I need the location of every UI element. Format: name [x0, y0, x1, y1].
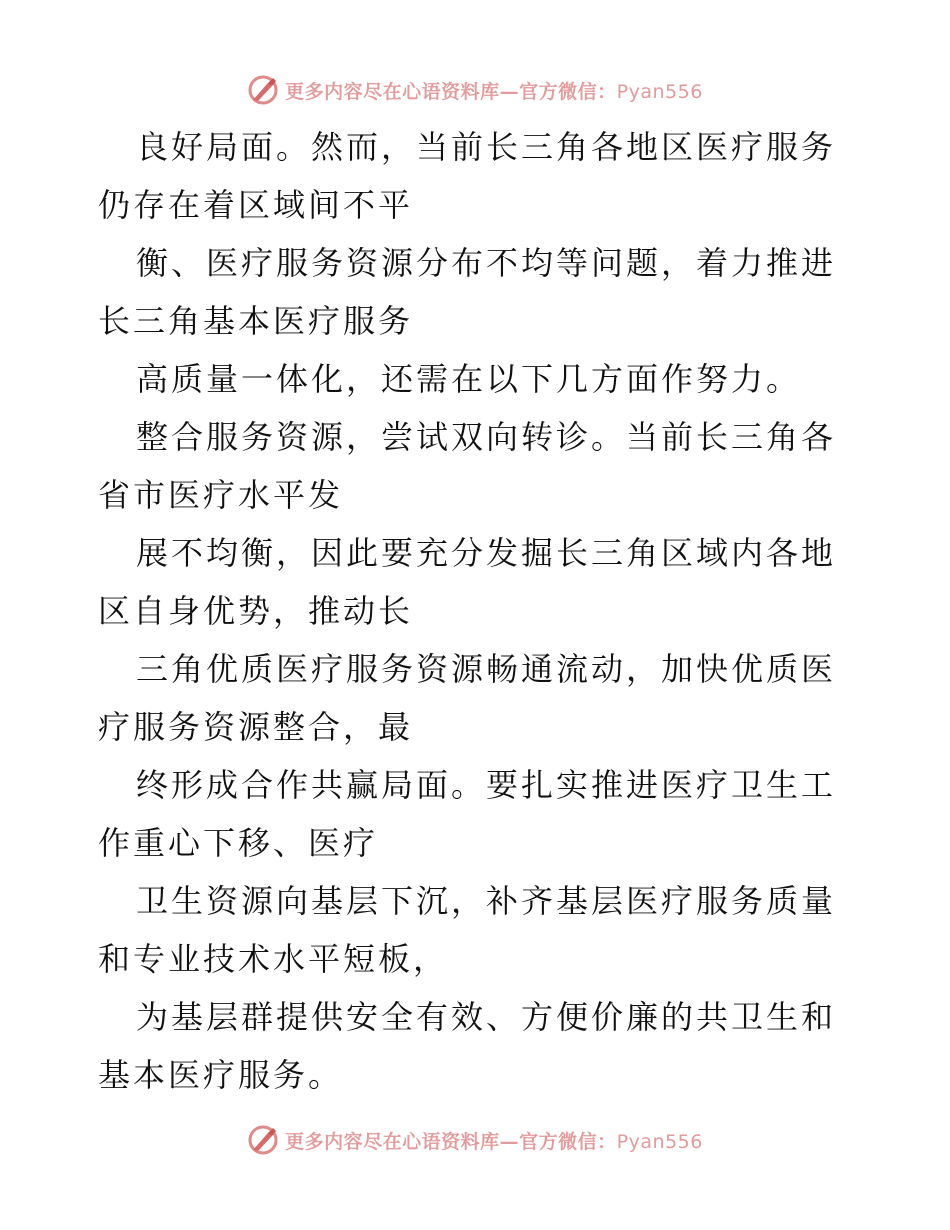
watermark-main-text: 更多内容尽在心语资料库—官方微信： [285, 1130, 617, 1153]
brush-logo-icon [247, 74, 279, 106]
watermark-text [285, 77, 703, 104]
paragraph: 卫生资源向基层下沉，补齐基层医疗服务质量和专业技术水平短板， [98, 882, 837, 978]
document-body [98, 118, 858, 1104]
paragraph: 三角优质医疗服务资源畅通流动，加快优质医疗服务资源整合，最 [98, 650, 837, 746]
paragraph: 展不均衡，因此要充分发掘长三角区域内各地区自身优势，推动长 [98, 534, 837, 630]
paragraph: 为基层群提供安全有效、方便价廉的共卫生和基本医疗服务。 [98, 998, 837, 1094]
watermark-wechat-id: Pyan556 [616, 1130, 703, 1153]
header-watermark [0, 70, 950, 110]
watermark-main-text: 更多内容尽在心语资料库—官方微信： [285, 80, 617, 103]
paragraph: 整合服务资源，尝试双向转诊。当前长三角各省市医疗水平发 [98, 418, 837, 514]
paragraph: 良好局面。然而，当前长三角各地区医疗服务仍存在着区域间不平 [98, 128, 837, 224]
watermark-wechat-id: Pyan556 [616, 80, 703, 103]
paragraph: 终形成合作共赢局面。要扎实推进医疗卫生工作重心下移、医疗 [98, 766, 837, 862]
footer-watermark [0, 1120, 950, 1160]
paragraph: 衡、医疗服务资源分布不均等问题，着力推进长三角基本医疗服务 [98, 244, 837, 340]
paragraph: 高质量一体化，还需在以下几方面作努力。 [136, 360, 802, 398]
watermark-text [285, 1127, 703, 1154]
brush-logo-icon [247, 1124, 279, 1156]
